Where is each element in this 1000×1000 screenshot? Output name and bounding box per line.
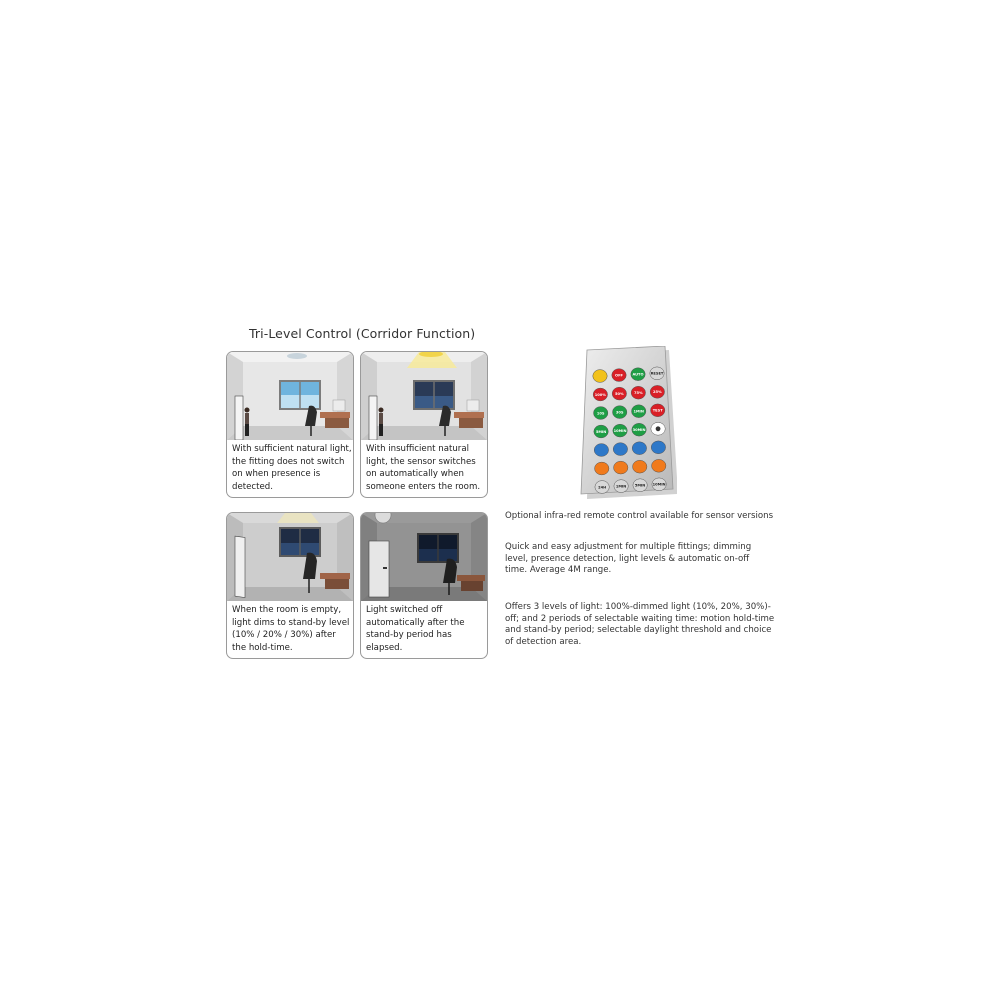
remote-button-label: 24H xyxy=(598,485,607,490)
remote-button-label: 30S xyxy=(615,410,624,415)
ir-sensor-dot xyxy=(656,426,661,431)
remote-button xyxy=(593,370,607,383)
remote-button-label: RESET xyxy=(650,371,664,376)
adjustment-text: Quick and easy adjustment for multiple fittings; dimming level, presence detection, light levels & automatic on-off time. Average 4M range. xyxy=(505,542,752,575)
remote-button-label: 10S xyxy=(596,411,605,416)
remote-button-label: OFF xyxy=(615,373,623,378)
card-caption: Light switched off automatically after the stand-by period has elapsed. xyxy=(366,605,465,653)
remote-note: Optional infra-red remote control available for sensor versions xyxy=(505,511,774,521)
remote-button xyxy=(652,459,666,472)
room-illustration-daylight xyxy=(227,352,353,440)
remote-button-label: 5MIN xyxy=(595,429,607,434)
remote-button xyxy=(632,442,646,455)
remote-button-label: 50% xyxy=(615,391,624,396)
scenario-card-daylight xyxy=(226,351,354,498)
remote-control-icon xyxy=(577,346,677,501)
remote-button xyxy=(594,444,608,457)
remote-button xyxy=(595,462,609,475)
remote-button-label: 5MIN xyxy=(634,483,646,488)
card-caption: With sufficient natural light, the fitting does not switch on when presence is detected. xyxy=(232,444,352,492)
scenario-card-off xyxy=(360,512,488,659)
section-title: Tri-Level Control (Corridor Function) xyxy=(249,326,476,341)
card-caption: With insufficient natural light, the sensor switches on automatically when someone enters the room. xyxy=(366,444,481,492)
remote-button xyxy=(613,443,627,456)
room-illustration-dimmed xyxy=(227,513,353,601)
remote-button-label: AUTO xyxy=(632,372,644,377)
levels-text: Offers 3 levels of light: 100%-dimmed light (10%, 20%, 30%)-off; and 2 periods of selectable waiting time: motion hold-time and stand-by period; selectable daylight threshold and choice of detection area. xyxy=(505,602,775,647)
remote-button-label: 10MIN xyxy=(652,482,666,487)
remote-button-label: 25% xyxy=(653,390,662,395)
remote-button-label: TEST xyxy=(652,408,663,413)
card-caption: When the room is empty, light dims to stand-by level (10% / 20% / 30%) after the hold-time. xyxy=(232,605,350,653)
room-illustration-off xyxy=(361,513,487,601)
scenario-card-insufficient-light xyxy=(360,351,488,498)
remote-button-label: 75% xyxy=(634,391,643,395)
remote-button xyxy=(651,441,665,454)
remote-button-label: 30MIN xyxy=(632,428,646,432)
remote-button-label: 1MIN xyxy=(615,484,627,489)
remote-button-label: 10MIN xyxy=(613,428,627,433)
remote-button-label: 1MIN xyxy=(633,409,644,414)
remote-button xyxy=(633,460,647,473)
scenario-card-standby xyxy=(226,512,354,659)
remote-control-image xyxy=(577,346,677,501)
room-illustration-light-on xyxy=(361,352,487,440)
remote-button-label: 100% xyxy=(594,392,606,397)
remote-button xyxy=(614,461,628,474)
